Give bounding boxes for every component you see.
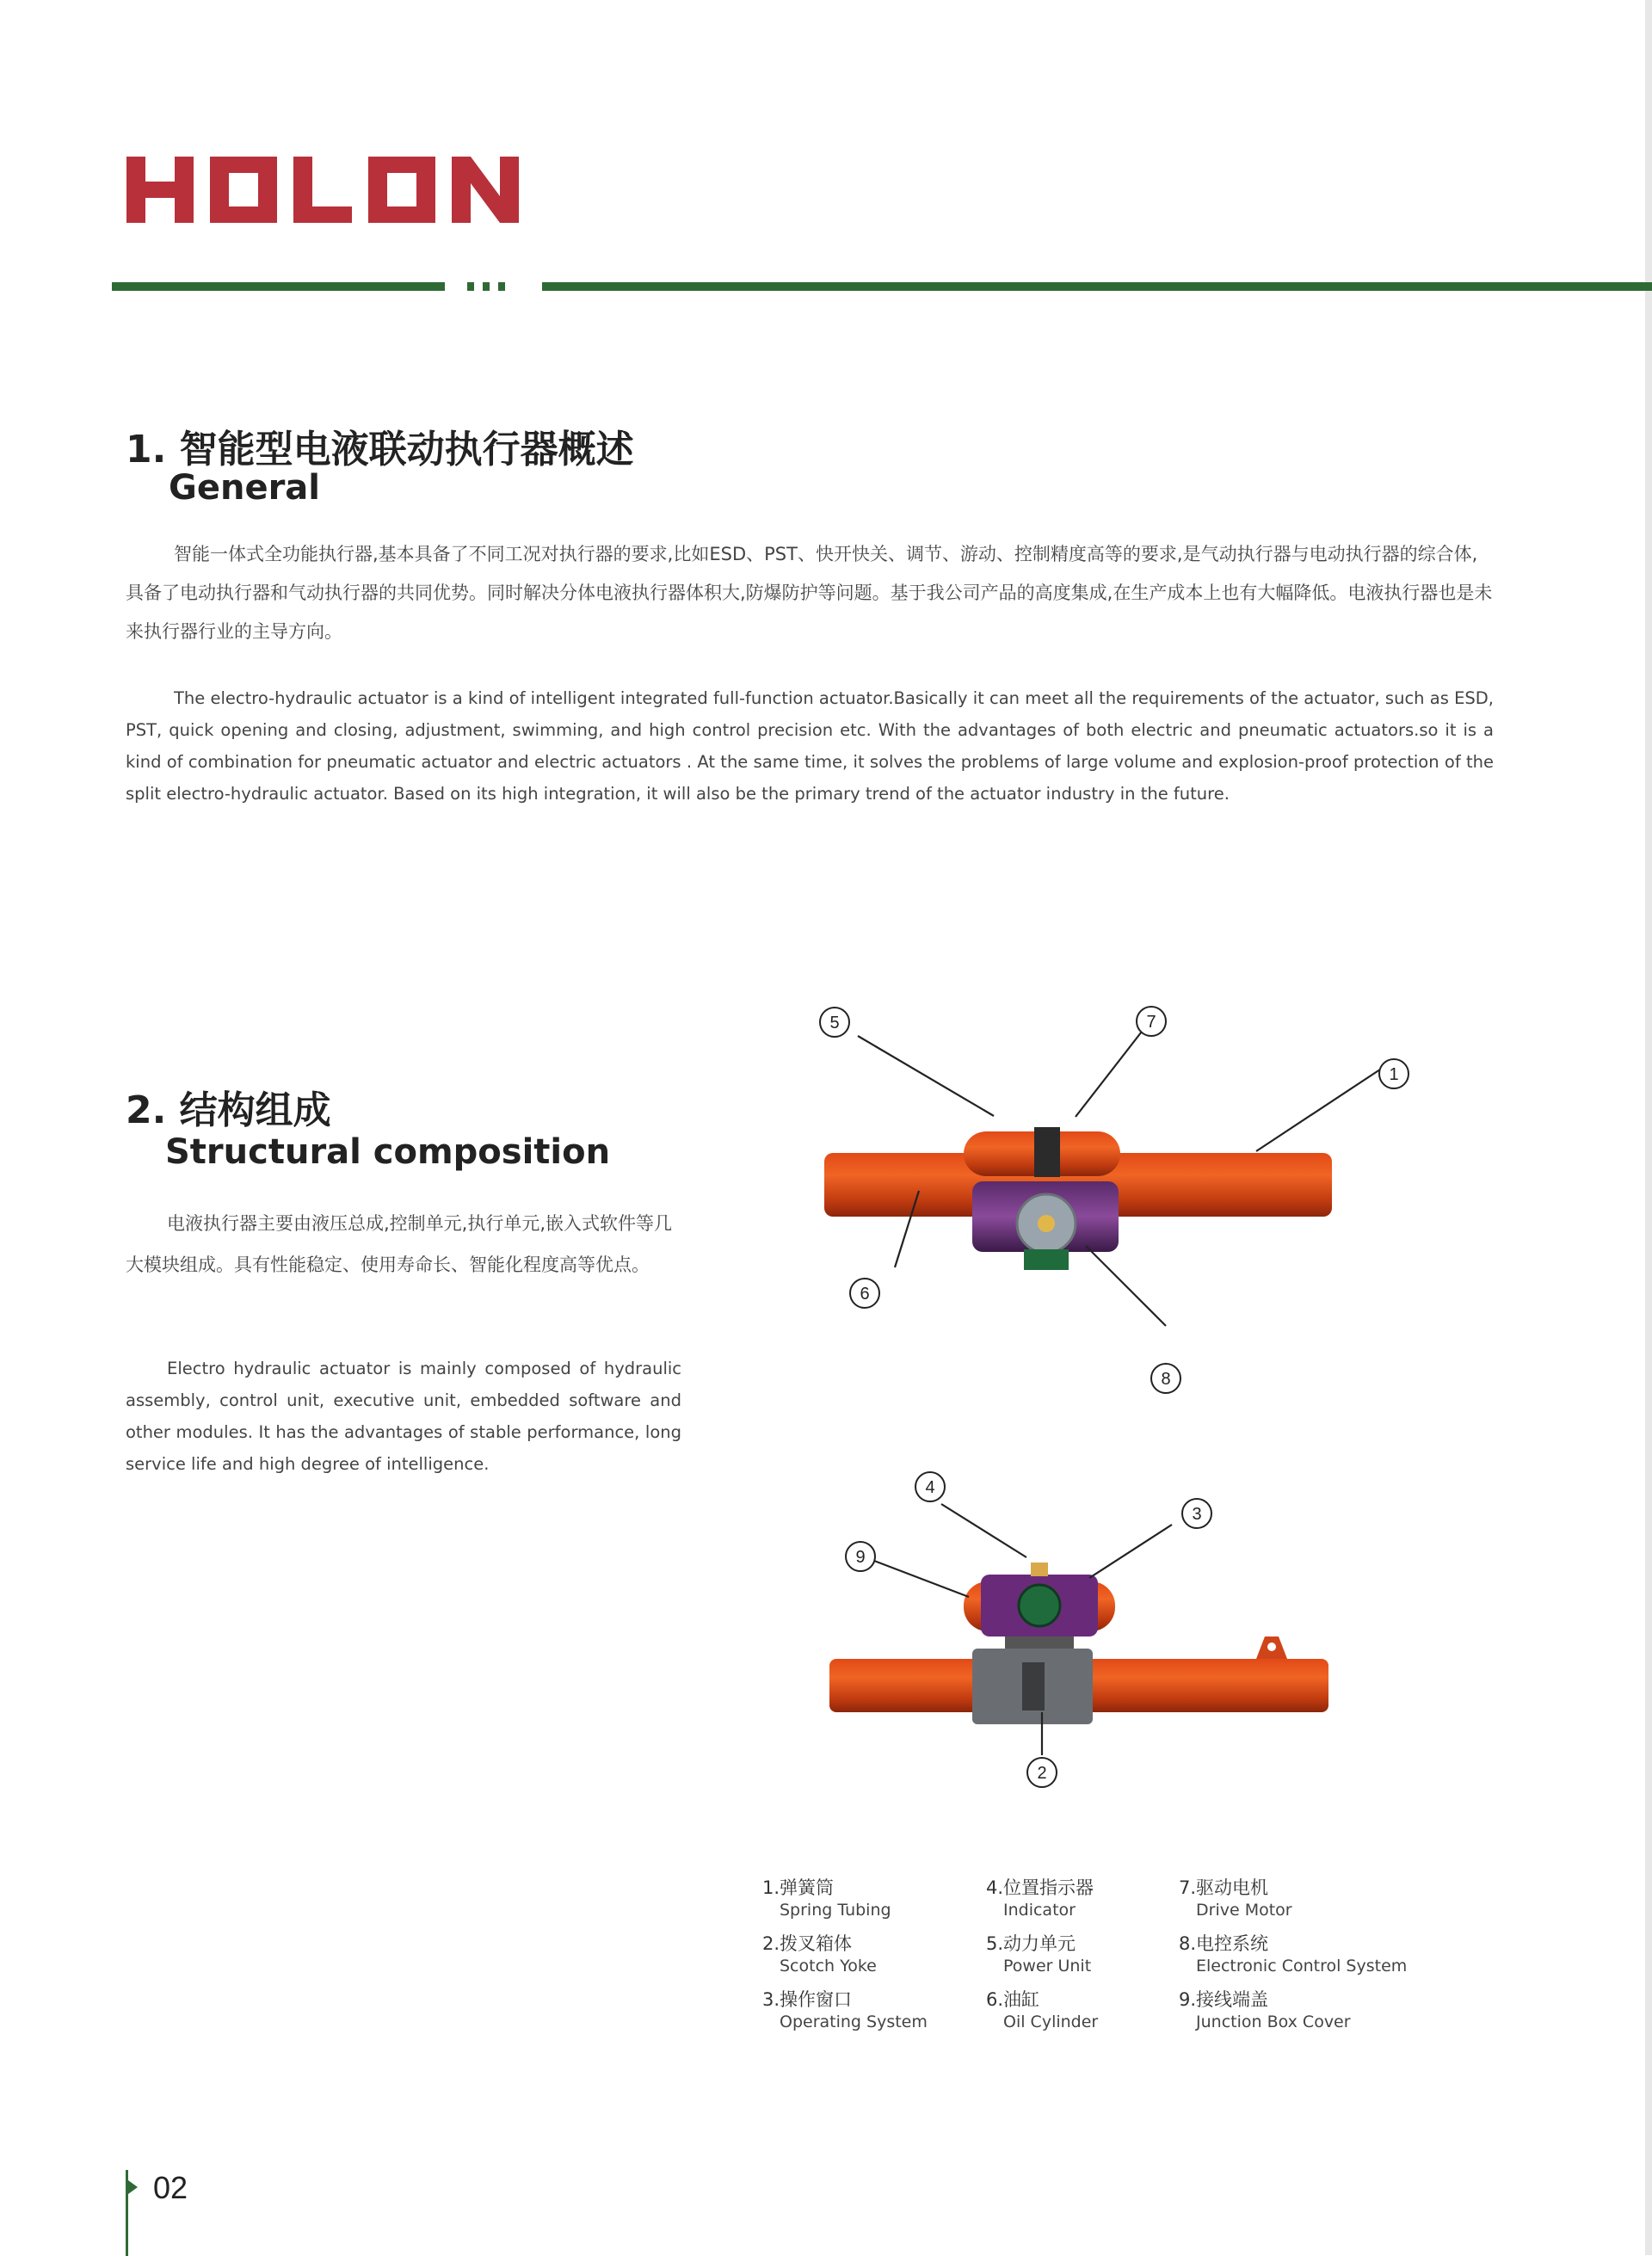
section1-title-cn: 智能型电液联动执行器概述: [179, 428, 634, 472]
section1-paragraph-cn: [126, 535, 1494, 651]
callout-9: [846, 1542, 875, 1571]
svg-text:6: 6: [860, 1285, 870, 1304]
section2-paragraph-en-text: Electro hydraulic actuator is mainly composed of hydraulic assembly, control unit, executive unit, embedded software and other modules. It has the advantages of stable performance, long service life and high degree of intelligence.: [126, 1359, 681, 1474]
section2-title-cn: 结构组成: [179, 1088, 331, 1132]
legend-item-2: 2.拨叉箱体 Scotch Yoke: [762, 1933, 877, 1976]
page-edge-strip: [1645, 0, 1652, 2255]
legend-item-1: 1.弹簧筒 Spring Tubing: [762, 1877, 891, 1920]
section1-heading: [126, 418, 634, 473]
actuator-diagram-top: [809, 998, 1497, 1402]
indicator: [1019, 1585, 1060, 1626]
callout-6: [850, 1279, 879, 1308]
legend-item-4: 4.位置指示器 Indicator: [986, 1877, 1094, 1920]
section1-paragraph-cn-text: 智能一体式全功能执行器,基本具备了不同工况对执行器的要求,比如ESD、PST、快开快关、调节、游动、控制精度高等的要求,是气动执行器与电动执行器的综合体,具备了电动执行器和气动执行器的共同优势。同时解决分体电液执行器体积大,防爆防护等问题。基于我公司产品的高度集成,在生产成本上也有大幅降低。电液执行器也是未来执行器行业的主导方向。: [126, 544, 1493, 642]
callout-4: [915, 1472, 945, 1501]
actuator-diagram-bottom: [809, 1454, 1497, 1815]
section2-number: 2.: [126, 1088, 167, 1132]
page-marker-icon: [126, 2170, 146, 2256]
holon-logo: [120, 146, 551, 232]
legend-item-6: 6.油缸 Oil Cylinder: [986, 1989, 1099, 2031]
legend-item-3: 3.操作窗口 Operating System: [762, 1989, 928, 2031]
section1-title-en: General: [169, 468, 320, 508]
section1-paragraph-en-text: The electro-hydraulic actuator is a kind of intelligent integrated full-function actuator.Basically it can meet all the requirements of the actuator, such as ESD, PST, quick opening and closing, adjustment, swimming, and high control precision etc. With the advantages of both electric and pneumatic actuators.so it is a kind of combination for pneumatic actuator and electric actuators . At the same time, it solves the problems of large volume and explosion-proof protection of the split electro-hydraulic actuator. Based on its high integration, it will also be the primary trend of the actuator industry in the future.: [126, 688, 1494, 804]
legend-item-7: 7.驱动电机 Drive Motor: [1179, 1877, 1292, 1920]
svg-text:1: 1: [1389, 1065, 1399, 1084]
svg-text:5: 5: [829, 1014, 840, 1032]
svg-text:9: 9: [855, 1548, 866, 1567]
svg-text:7: 7: [1146, 1013, 1156, 1032]
svg-text:2: 2: [1037, 1764, 1047, 1783]
section1-number: 1.: [126, 428, 167, 472]
callout-3: [1182, 1499, 1211, 1528]
svg-text:8: 8: [1161, 1370, 1171, 1389]
legend-item-8: 8.电控系统 Electronic Control System: [1179, 1933, 1408, 1976]
callout-2: [1027, 1758, 1057, 1787]
section2-title-en: Structural composition: [165, 1132, 611, 1172]
legend-item-5: 5.动力单元 Power Unit: [986, 1933, 1092, 1976]
section2-paragraph-cn: [126, 1203, 681, 1285]
section2-paragraph-cn-text: 电液执行器主要由液压总成,控制单元,执行单元,嵌入式软件等几大模块组成。具有性能稳定、使用寿命长、智能化程度高等优点。: [126, 1213, 673, 1275]
callout-7: [1137, 1007, 1166, 1036]
section2-paragraph-en: [126, 1353, 681, 1480]
callout-8: [1151, 1364, 1180, 1393]
section1-paragraph-en: [126, 682, 1494, 810]
parts-legend: [762, 1874, 1451, 2046]
page-number: 02: [153, 2170, 188, 2205]
callout-1: [1379, 1059, 1409, 1088]
callout-5: [820, 1008, 849, 1037]
legend-item-9: 9.接线端盖 Junction Box Cover: [1179, 1989, 1351, 2031]
header-divider: [112, 281, 1652, 292]
section2-heading: [126, 1079, 331, 1134]
svg-text:3: 3: [1192, 1505, 1202, 1524]
svg-text:4: 4: [925, 1478, 935, 1497]
